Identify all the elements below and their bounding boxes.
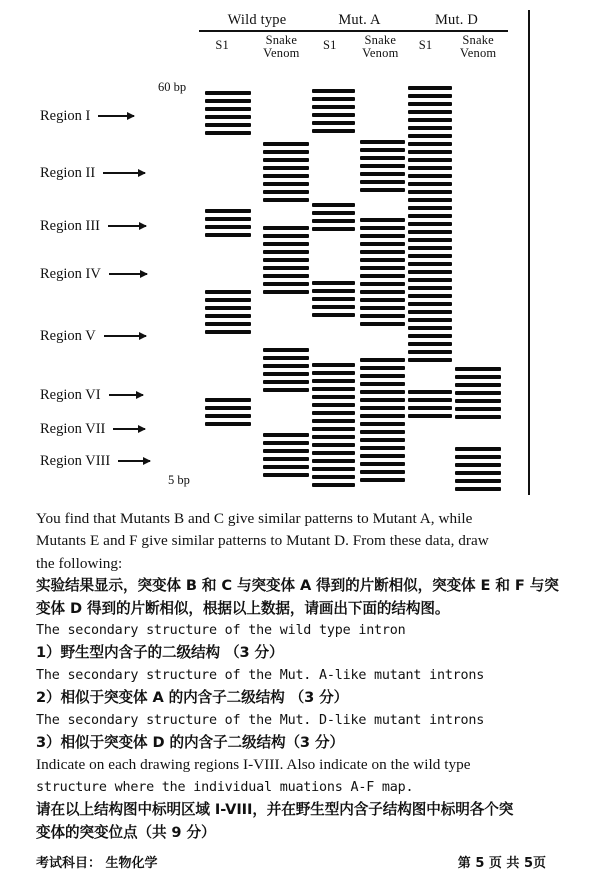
region-pointer-arrow-icon: [118, 460, 150, 462]
gel-band: [263, 380, 309, 384]
group-label: Mut. A: [338, 12, 381, 28]
gel-band: [408, 294, 452, 298]
gel-band: [408, 350, 452, 354]
gel-band: [455, 399, 501, 403]
right-vertical-rule: [528, 10, 530, 495]
gel-band: [205, 131, 251, 135]
region-pointer-arrow-icon: [109, 394, 143, 396]
gel-band: [312, 129, 355, 133]
gel-band: [408, 342, 452, 346]
gel-band: [263, 250, 309, 254]
gel-band: [455, 415, 501, 419]
gel-band: [360, 274, 405, 278]
region-pointer-arrow-icon: [104, 335, 146, 337]
gel-band: [408, 134, 452, 138]
prose-line: 实验结果显示，突变体 B 和 C 与突变体 A 得到的片断相似，突变体 E 和 F 与突: [36, 577, 559, 595]
group-rule: [405, 30, 508, 32]
prose-line: The secondary structure of the Mut. D-like mutant introns: [36, 712, 485, 728]
footer-subject: 考试科目： 生物化学: [36, 856, 158, 871]
region-label: Region VII: [40, 421, 106, 437]
gel-band: [408, 310, 452, 314]
gel-band: [205, 290, 251, 294]
gel-band: [263, 266, 309, 270]
gel-band: [263, 274, 309, 278]
gel-band: [455, 447, 501, 451]
gel-band: [312, 227, 355, 231]
gel-band: [408, 246, 452, 250]
gel-band: [205, 99, 251, 103]
gel-band: [312, 411, 355, 415]
gel-band: [312, 313, 355, 317]
gel-band: [312, 211, 355, 215]
gel-band: [360, 258, 405, 262]
region-pointer-arrow-icon: [108, 225, 146, 227]
snake-venom-line2: Venom: [362, 46, 399, 60]
gel-band: [312, 483, 355, 487]
gel-band: [263, 190, 309, 194]
gel-band: [312, 435, 355, 439]
gel-band: [455, 367, 501, 371]
prose-line: the following:: [36, 554, 123, 572]
snake-venom-line2: Venom: [459, 46, 497, 60]
gel-band: [205, 406, 251, 410]
gel-band: [312, 443, 355, 447]
gel-band: [312, 467, 355, 471]
gel-band: [312, 379, 355, 383]
gel-band: [455, 383, 501, 387]
gel-band: [408, 254, 452, 258]
region-pointer-arrow-icon: [113, 428, 145, 430]
gel-band: [408, 190, 452, 194]
subcolumn-label-snake-venom: [248, 34, 315, 60]
gel-band: [263, 388, 309, 392]
gel-band: [360, 390, 405, 394]
gel-band: [263, 441, 309, 445]
gel-band: [205, 115, 251, 119]
gel-band: [312, 475, 355, 479]
gel-band: [360, 382, 405, 386]
gel-band: [312, 219, 355, 223]
gel-band: [205, 123, 251, 127]
gel-band: [408, 150, 452, 154]
region-label: Region VIII: [40, 453, 111, 469]
gel-band: [360, 298, 405, 302]
gel-band: [360, 446, 405, 450]
gel-band: [205, 306, 251, 310]
gel-band: [408, 222, 452, 226]
gel-band: [360, 470, 405, 474]
gel-band: [408, 238, 452, 242]
gel-band: [312, 419, 355, 423]
group-label: Wild type: [227, 12, 287, 28]
column-group-wild-type: [199, 12, 315, 60]
prose-line: 变体 D 得到的片断相似，根据以上数据，请画出下面的结构图。: [36, 599, 450, 617]
gel-band: [360, 398, 405, 402]
gel-band: [205, 91, 251, 95]
gel-band: [205, 414, 251, 418]
gel-band: [312, 105, 355, 109]
gel-band: [408, 398, 452, 402]
gel-band: [408, 142, 452, 146]
gel-band: [408, 166, 452, 170]
gel-band: [408, 334, 452, 338]
gel-band: [312, 297, 355, 301]
gel-band: [263, 290, 309, 294]
gel-band: [408, 286, 452, 290]
gel-band: [263, 174, 309, 178]
gel-band: [408, 302, 452, 306]
prose-line: 1）野生型内含子的二级结构 （3 分）: [36, 644, 284, 662]
region-label: Region III: [40, 218, 100, 234]
gel-band: [312, 387, 355, 391]
gel-band: [263, 372, 309, 376]
region-row: [40, 386, 143, 404]
subcolumn-label-s1: S1: [215, 38, 229, 52]
gel-band: [360, 290, 405, 294]
gel-band: [360, 180, 405, 184]
gel-band: [455, 407, 501, 411]
gel-band: [360, 282, 405, 286]
gel-band: [312, 281, 355, 285]
region-row: [40, 164, 145, 182]
gel-band: [263, 282, 309, 286]
prose-line: Mutants E and F give similar patterns to Mutant D. From these data, draw: [36, 532, 489, 550]
prose-line: The secondary structure of the wild type intron: [36, 623, 406, 639]
gel-band: [263, 150, 309, 154]
gel-band: [205, 398, 251, 402]
gel-band: [408, 358, 452, 362]
gel-band: [312, 371, 355, 375]
gel-band: [455, 463, 501, 467]
snake-venom-line2: Venom: [263, 46, 300, 60]
region-row: [40, 327, 146, 345]
gel-band: [408, 414, 452, 418]
column-group-mut-a: [310, 12, 409, 60]
gel-band: [408, 102, 452, 106]
gel-band: [312, 89, 355, 93]
gel-band: [263, 226, 309, 230]
gel-band: [360, 156, 405, 160]
prose-line: 请在以上结构图中标明区域 I-VIII，并在野生型内含子结构图中标明各个突: [36, 801, 514, 819]
gel-band: [455, 375, 501, 379]
scale-label-bottom: 5 bp: [168, 473, 190, 487]
gel-band: [408, 318, 452, 322]
gel-band: [205, 322, 251, 326]
gel-band: [263, 364, 309, 368]
gel-band: [312, 403, 355, 407]
group-label: Mut. D: [434, 12, 479, 28]
subcolumn-label-snake-venom: [352, 34, 409, 60]
group-rule: [199, 30, 315, 32]
gel-band: [205, 217, 251, 221]
gel-band: [408, 198, 452, 202]
gel-band: [408, 326, 452, 330]
gel-band: [455, 487, 501, 491]
gel-band: [360, 306, 405, 310]
gel-band: [360, 314, 405, 318]
region-label: Region II: [40, 165, 96, 181]
region-label: Region VI: [40, 387, 101, 403]
gel-band: [408, 390, 452, 394]
gel-band: [263, 166, 309, 170]
gel-band: [263, 457, 309, 461]
gel-band: [360, 226, 405, 230]
scale-label-top: 60 bp: [158, 80, 187, 94]
gel-band: [312, 121, 355, 125]
region-pointer-arrow-icon: [103, 172, 145, 174]
snake-venom-line1: Snake: [265, 33, 298, 47]
gel-band: [312, 289, 355, 293]
gel-band: [408, 278, 452, 282]
gel-band: [205, 209, 251, 213]
gel-band: [312, 113, 355, 117]
gel-band: [263, 356, 309, 360]
gel-band: [205, 225, 251, 229]
gel-band: [312, 305, 355, 309]
prose-line: The secondary structure of the Mut. A-like mutant introns: [36, 667, 485, 683]
gel-band: [408, 126, 452, 130]
gel-band: [360, 188, 405, 192]
gel-band: [263, 433, 309, 437]
gel-band: [312, 203, 355, 207]
region-row: [40, 420, 145, 438]
gel-band: [205, 107, 251, 111]
region-row: [40, 452, 150, 470]
gel-band: [408, 406, 452, 410]
gel-band: [312, 427, 355, 431]
subcolumn-label-snake-venom: [448, 34, 508, 60]
gel-band: [360, 422, 405, 426]
gel-band: [263, 158, 309, 162]
gel-band: [205, 314, 251, 318]
gel-band: [408, 262, 452, 266]
gel-band: [360, 148, 405, 152]
gel-band: [360, 266, 405, 270]
column-group-mut-d: [405, 12, 508, 60]
page-footer: [36, 852, 574, 871]
gel-band: [360, 438, 405, 442]
gel-band: [263, 142, 309, 146]
snake-venom-line1: Snake: [364, 33, 397, 47]
prose-line: 变体的突变位点（共 9 分）: [36, 823, 216, 841]
gel-band: [360, 234, 405, 238]
gel-band: [360, 218, 405, 222]
gel-band: [360, 250, 405, 254]
gel-band: [455, 471, 501, 475]
gel-band: [455, 455, 501, 459]
gel-band: [360, 430, 405, 434]
gel-band: [312, 459, 355, 463]
gel-band: [360, 462, 405, 466]
gel-band: [408, 110, 452, 114]
region-pointer-arrow-icon: [109, 273, 147, 275]
region-row: [40, 265, 147, 283]
prose-line: 2）相似于突变体 A 的内含子二级结构 （3 分）: [36, 689, 349, 707]
subcolumn-label-s1: S1: [418, 38, 433, 52]
gel-band: [408, 86, 452, 90]
gel-band: [360, 454, 405, 458]
gel-band: [408, 230, 452, 234]
gel-band: [360, 366, 405, 370]
prose-line: 3）相似于突变体 D 的内含子二级结构（3 分）: [36, 734, 344, 752]
gel-band: [408, 206, 452, 210]
subcolumn-label-s1: S1: [322, 38, 337, 52]
gel-band: [360, 414, 405, 418]
question-text-block: [36, 508, 574, 844]
gel-band: [263, 465, 309, 469]
snake-venom-line1: Snake: [462, 33, 494, 47]
gel-band: [263, 449, 309, 453]
gel-band: [312, 97, 355, 101]
gel-band: [408, 118, 452, 122]
gel-band: [408, 158, 452, 162]
gel-band: [263, 234, 309, 238]
region-row: [40, 107, 134, 125]
footer-pagination: 第 5 页 共 5页: [457, 856, 546, 871]
gel-band: [263, 198, 309, 202]
gel-band: [205, 233, 251, 237]
gel-band: [205, 298, 251, 302]
prose-line: structure where the individual muations A-F map.: [36, 779, 414, 795]
gel-band: [263, 473, 309, 477]
region-pointer-arrow-icon: [98, 115, 134, 117]
gel-band: [408, 182, 452, 186]
gel-band: [312, 451, 355, 455]
region-row: [40, 217, 146, 235]
gel-band: [408, 94, 452, 98]
gel-band: [263, 242, 309, 246]
gel-band: [263, 348, 309, 352]
gel-band: [312, 363, 355, 367]
gel-band: [360, 406, 405, 410]
region-label: Region I: [40, 108, 91, 124]
gel-band: [360, 140, 405, 144]
gel-band: [205, 422, 251, 426]
gel-band: [408, 174, 452, 178]
prose-line: You find that Mutants B and C give similar patterns to Mutant A, while: [36, 510, 473, 527]
gel-band: [360, 374, 405, 378]
gel-band: [360, 358, 405, 362]
gel-band: [360, 164, 405, 168]
group-rule: [310, 30, 409, 32]
gel-band: [205, 330, 251, 334]
gel-band: [312, 395, 355, 399]
gel-band: [360, 172, 405, 176]
gel-band: [360, 478, 405, 482]
gel-band: [455, 479, 501, 483]
gel-band: [360, 322, 405, 326]
gel-band: [408, 270, 452, 274]
prose-line: Indicate on each drawing regions I-VIII. Also indicate on the wild type: [36, 756, 471, 774]
gel-band: [360, 242, 405, 246]
region-label: Region V: [40, 328, 96, 344]
region-label: Region IV: [40, 266, 101, 282]
gel-band: [263, 258, 309, 262]
gel-band: [263, 182, 309, 186]
gel-band: [455, 391, 501, 395]
gel-band: [408, 214, 452, 218]
